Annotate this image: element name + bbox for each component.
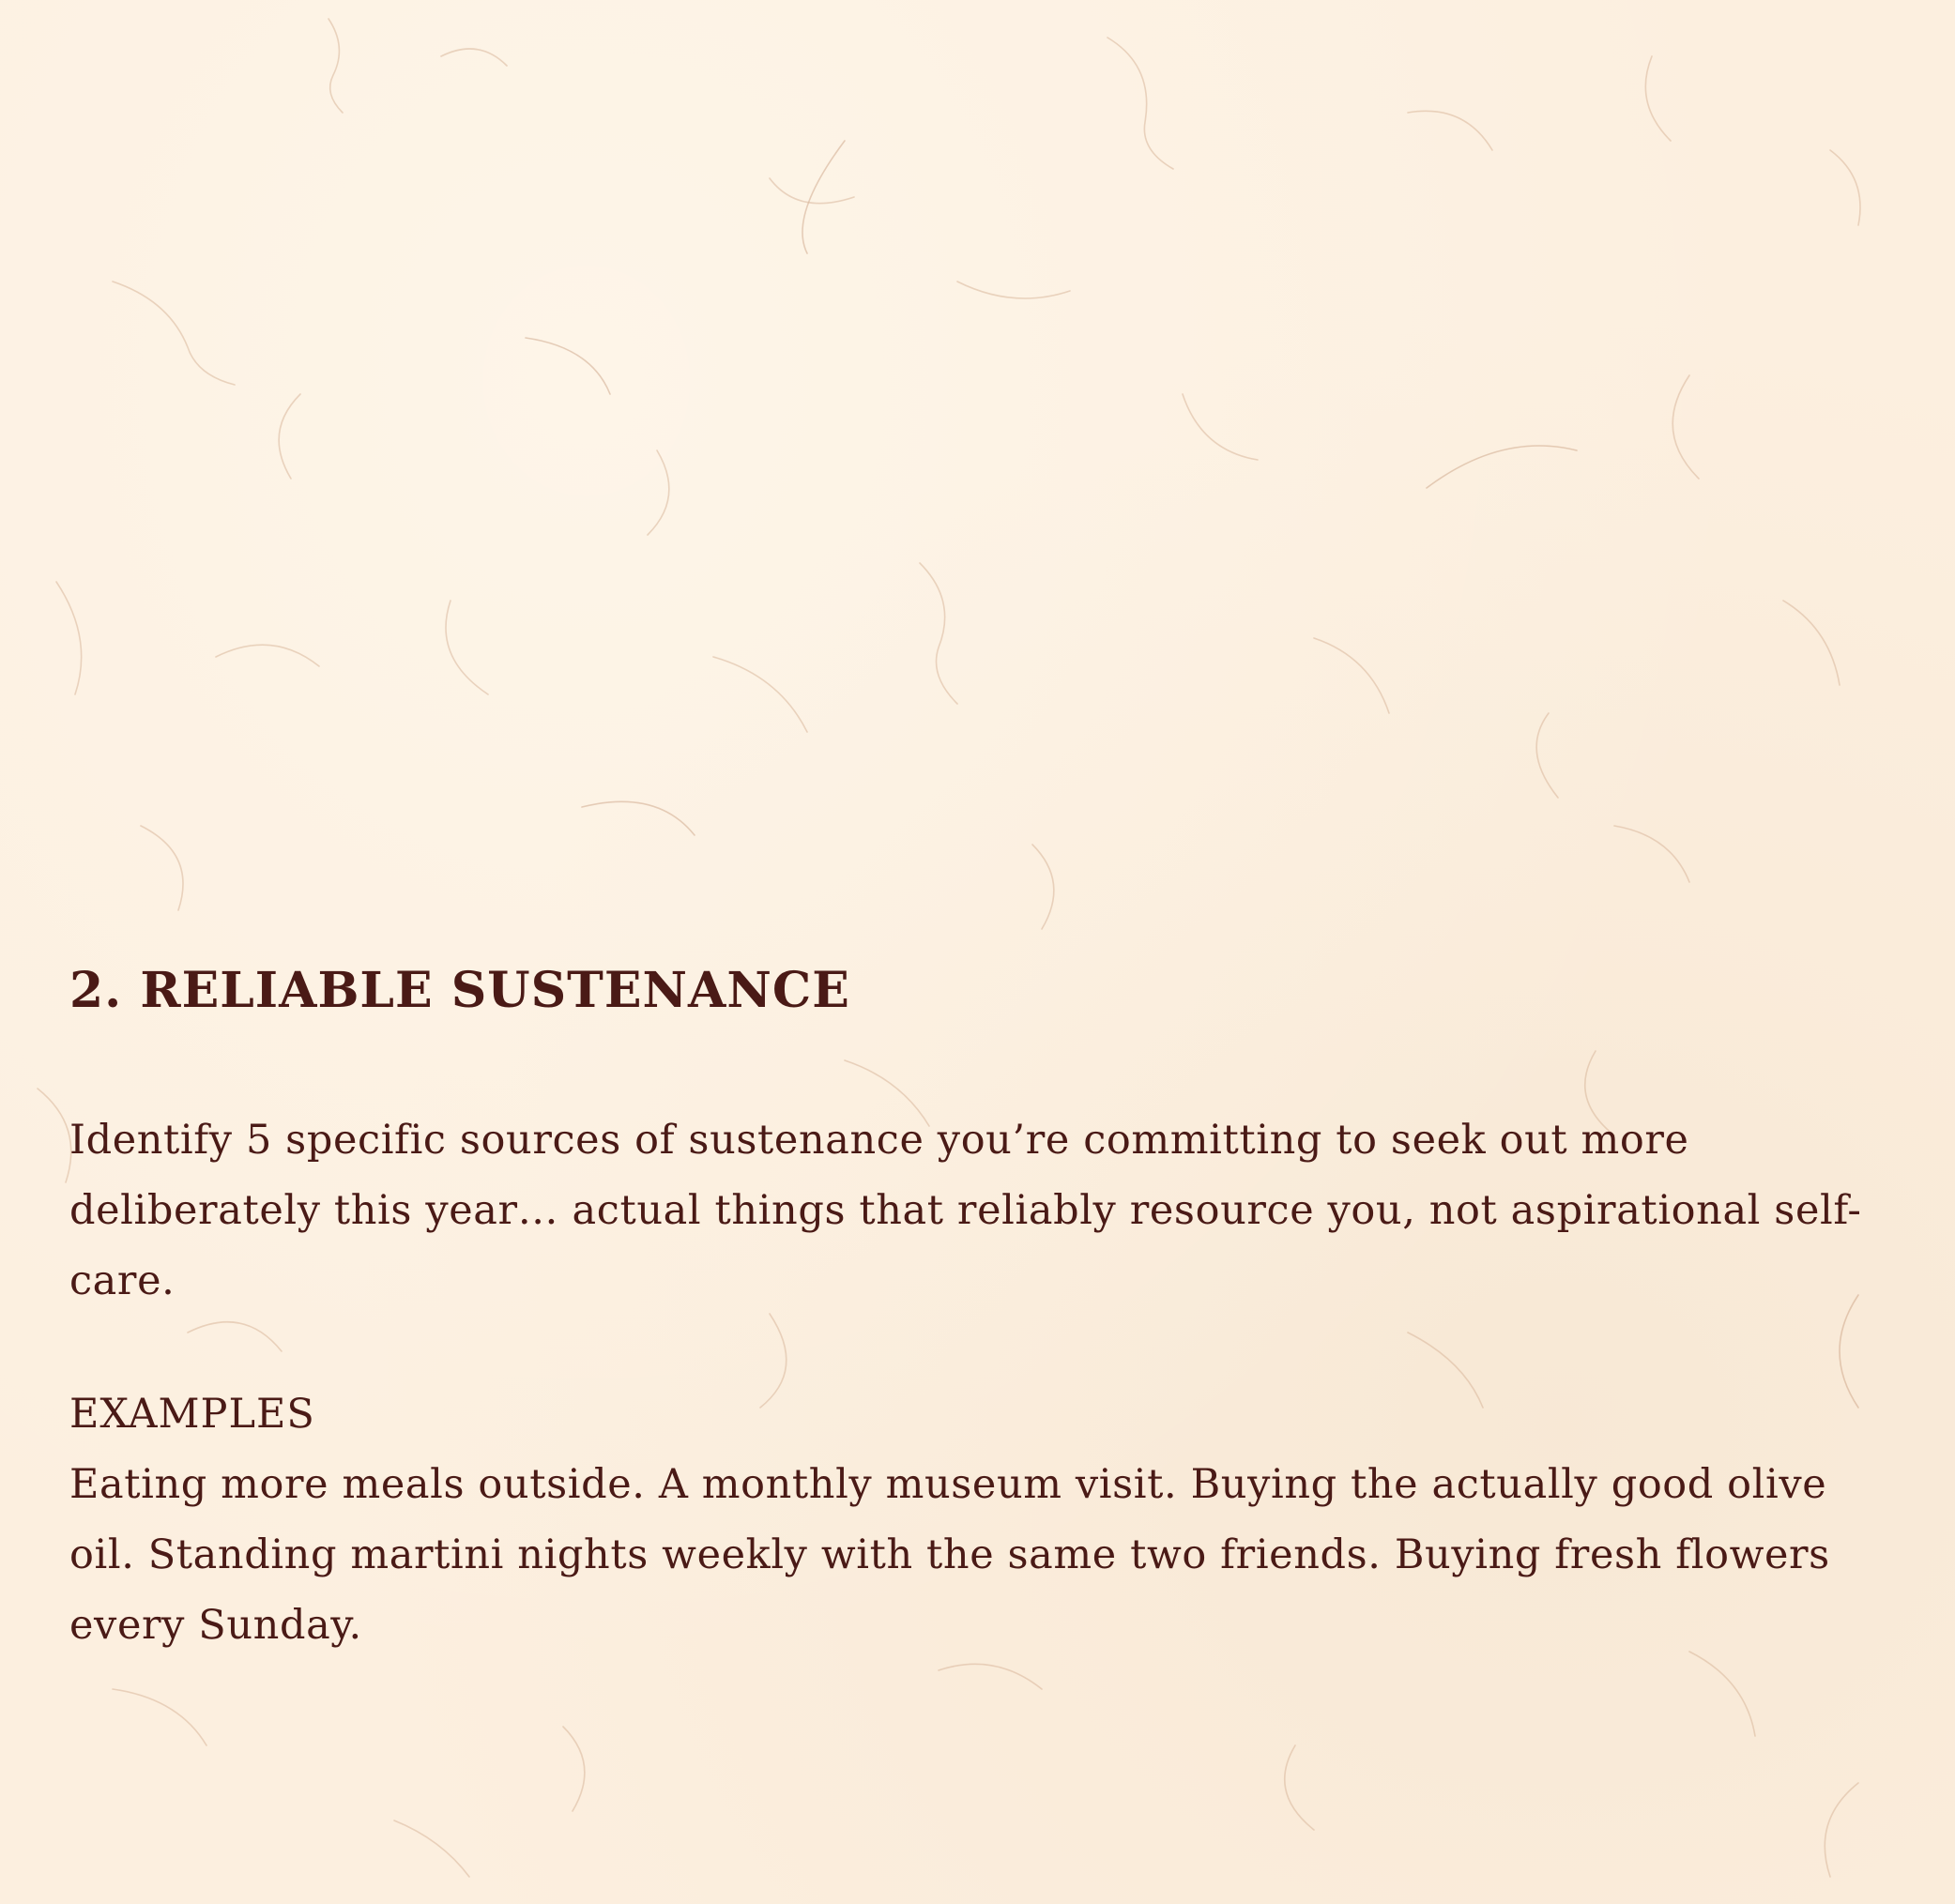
examples-label: EXAMPLES: [69, 1391, 315, 1438]
examples-text: Eating more meals outside. A monthly museum visit. Buying the actually good olive oil. Standing martini nights weekly with the same two friends. Buying fresh flowers every Sunday.: [69, 1461, 1830, 1649]
section-content: [69, 957, 1890, 1661]
section-heading: 2. RELIABLE SUSTENANCE: [69, 962, 850, 1019]
section-intro-text: Identify 5 specific sources of sustenance you’re committing to seek out more deliberately this year… actual things that reliably resource you, not aspirational self-care.: [69, 1117, 1862, 1304]
